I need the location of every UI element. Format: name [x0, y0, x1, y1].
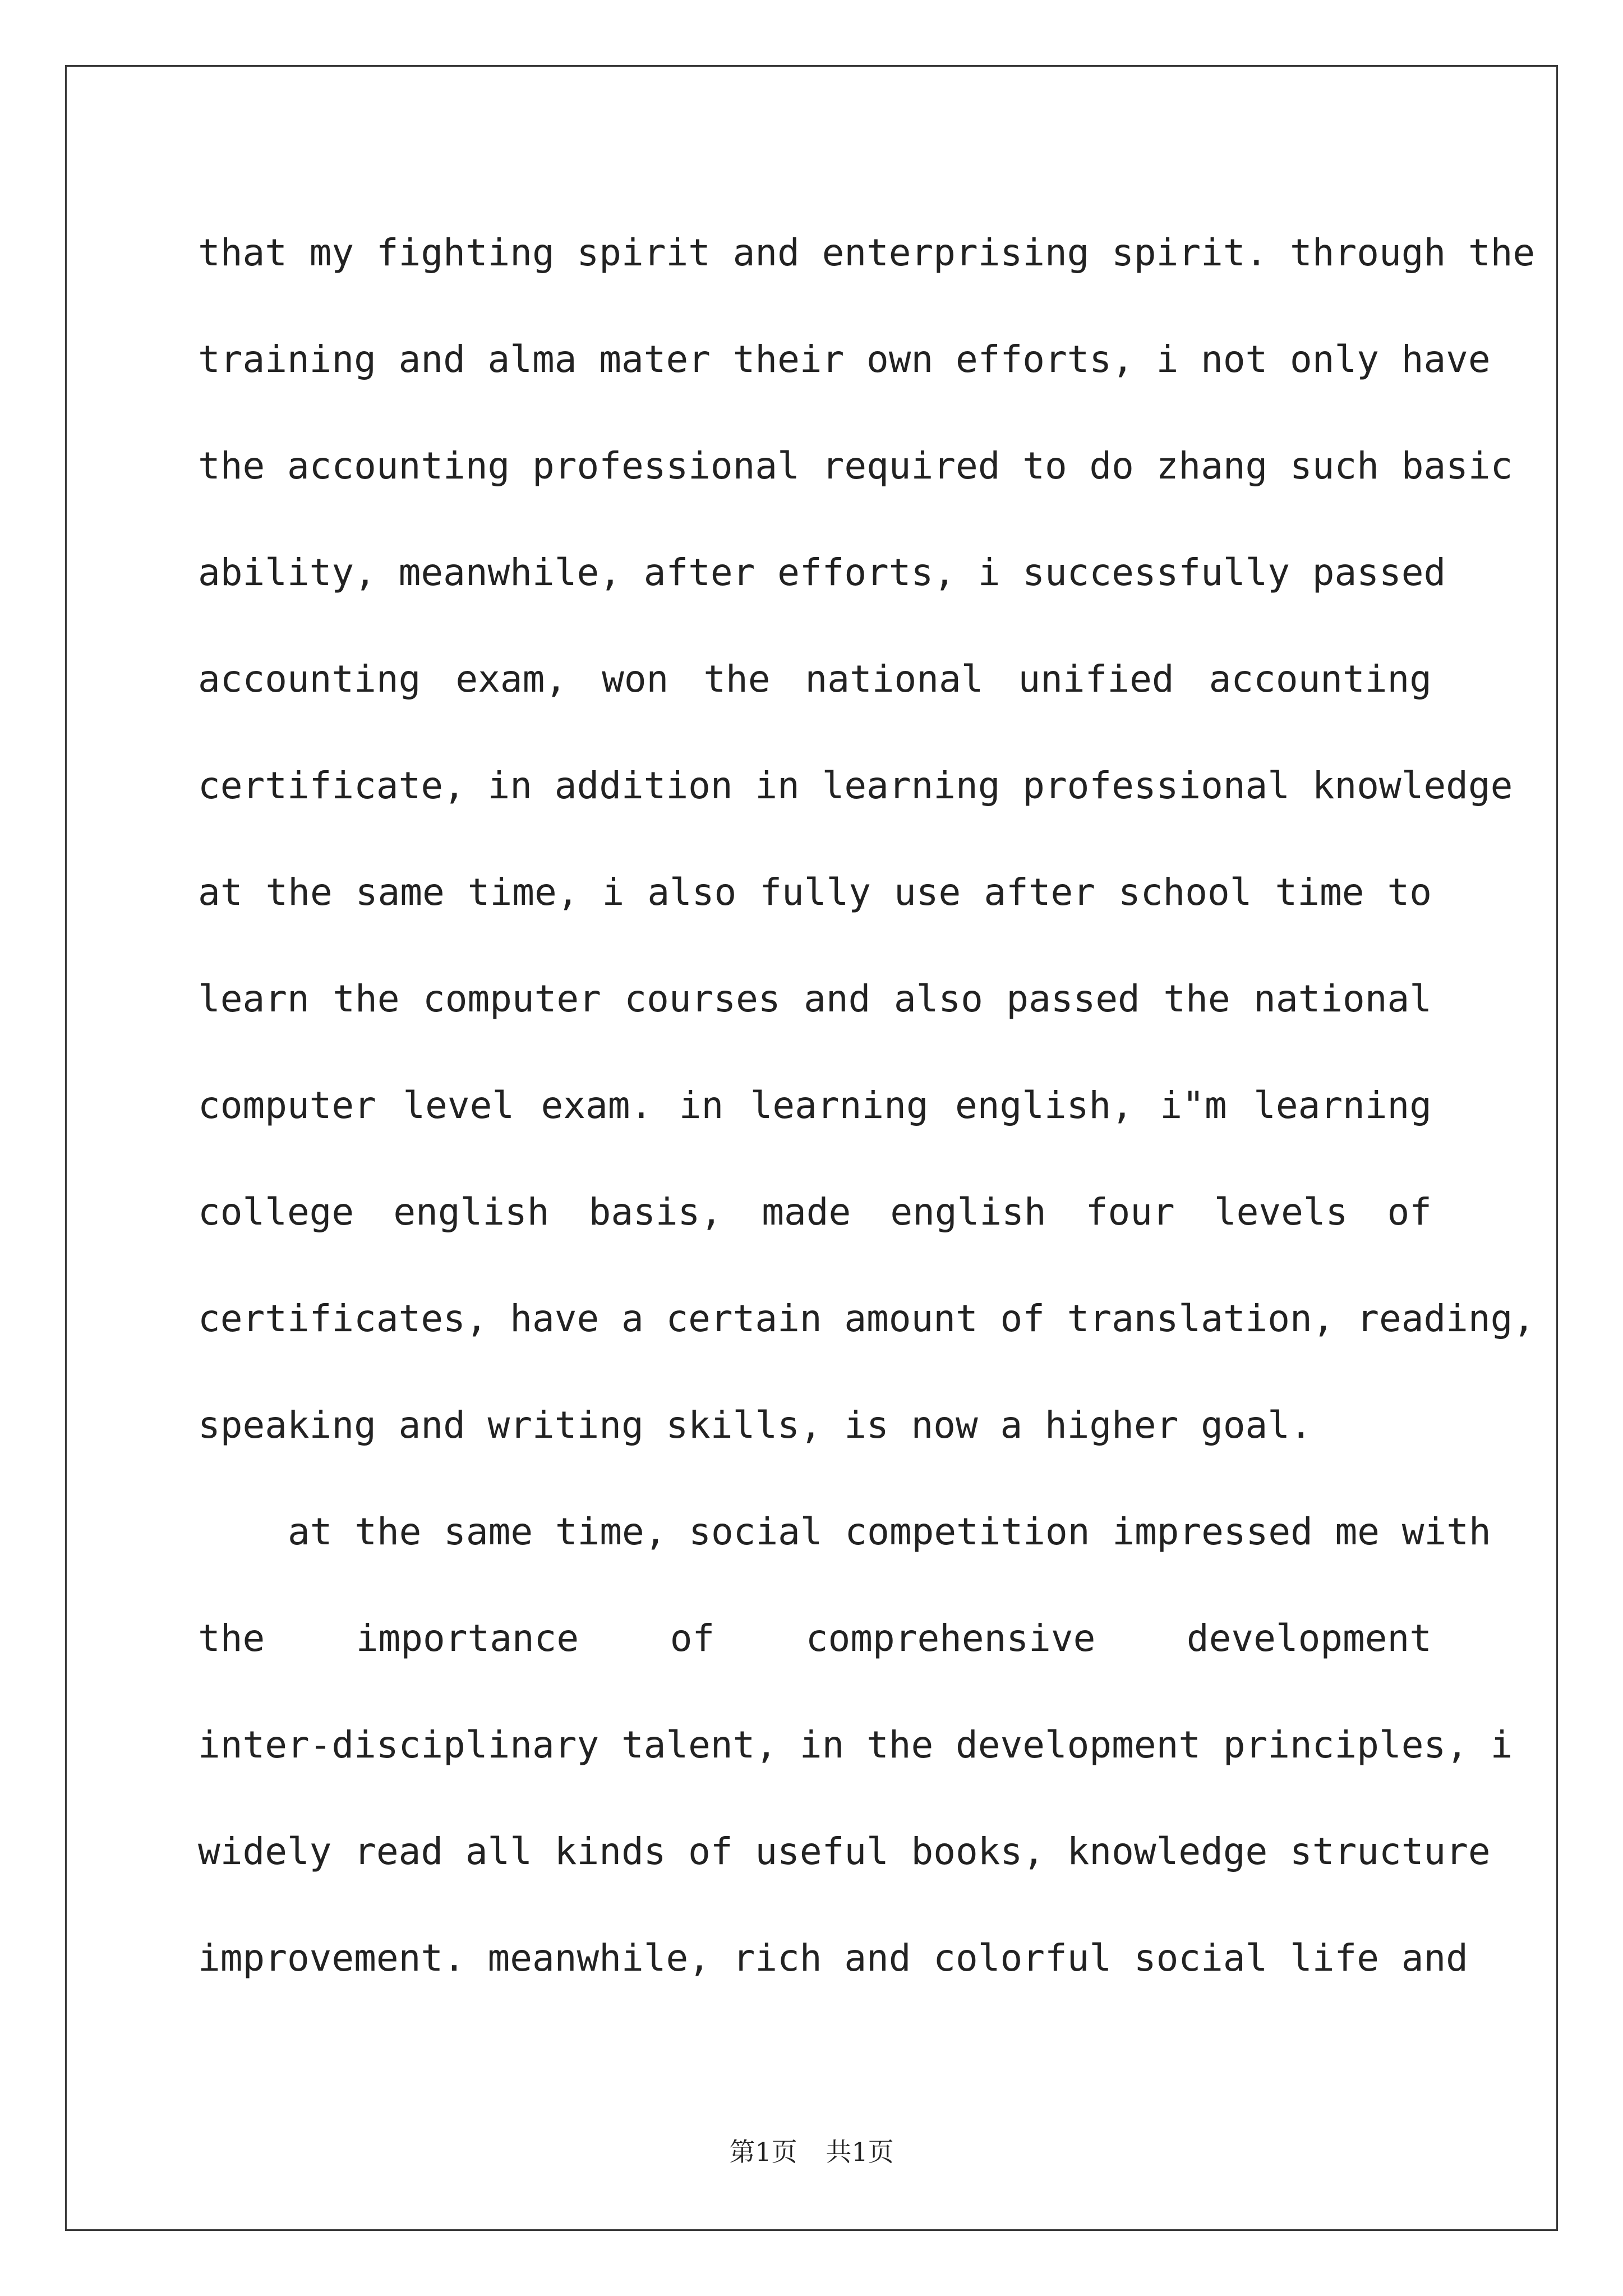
text-line: speaking and writing skills, is now a higher goal. — [198, 1404, 1312, 1447]
text-line: learn the computer courses and also passed the national — [198, 977, 1432, 1020]
text-line: certificates, have a certain amount of translation, reading, — [198, 1297, 1536, 1340]
text-line: inter-disciplinary talent, in the development principles, i — [198, 1723, 1513, 1766]
text-line: ability, meanwhile, after efforts, i successfully passed — [198, 551, 1446, 594]
text-line: that my fighting spirit and enterprising spirit. through the — [198, 231, 1536, 274]
text-line: improvement. meanwhile, rich and colorful social life and — [198, 1936, 1468, 1980]
document-body — [198, 219, 1536, 2031]
paragraph-first-line: at the same time, social competition impressed me with — [288, 1510, 1491, 1553]
text-line: at the same time, i also fully use after school time to — [198, 871, 1432, 914]
text-line: certificate, in addition in learning professional knowledge — [198, 764, 1513, 807]
text-line: widely read all kinds of useful books, knowledge structure — [198, 1830, 1491, 1873]
text-line: college english basis, made english four levels of — [198, 1190, 1432, 1234]
text-line: the accounting professional required to do zhang such basic — [198, 444, 1513, 487]
page-number-total: 共1页 — [826, 2137, 894, 2167]
text-line: accounting exam, won the national unified accounting — [198, 657, 1432, 701]
page-footer — [0, 2132, 1623, 2169]
text-line: the importance of comprehensive development — [198, 1617, 1432, 1660]
page-number-current: 第1页 — [729, 2137, 797, 2167]
text-line: computer level exam. in learning english, i"m learning — [198, 1084, 1432, 1127]
text-line: training and alma mater their own efforts, i not only have — [198, 338, 1491, 381]
